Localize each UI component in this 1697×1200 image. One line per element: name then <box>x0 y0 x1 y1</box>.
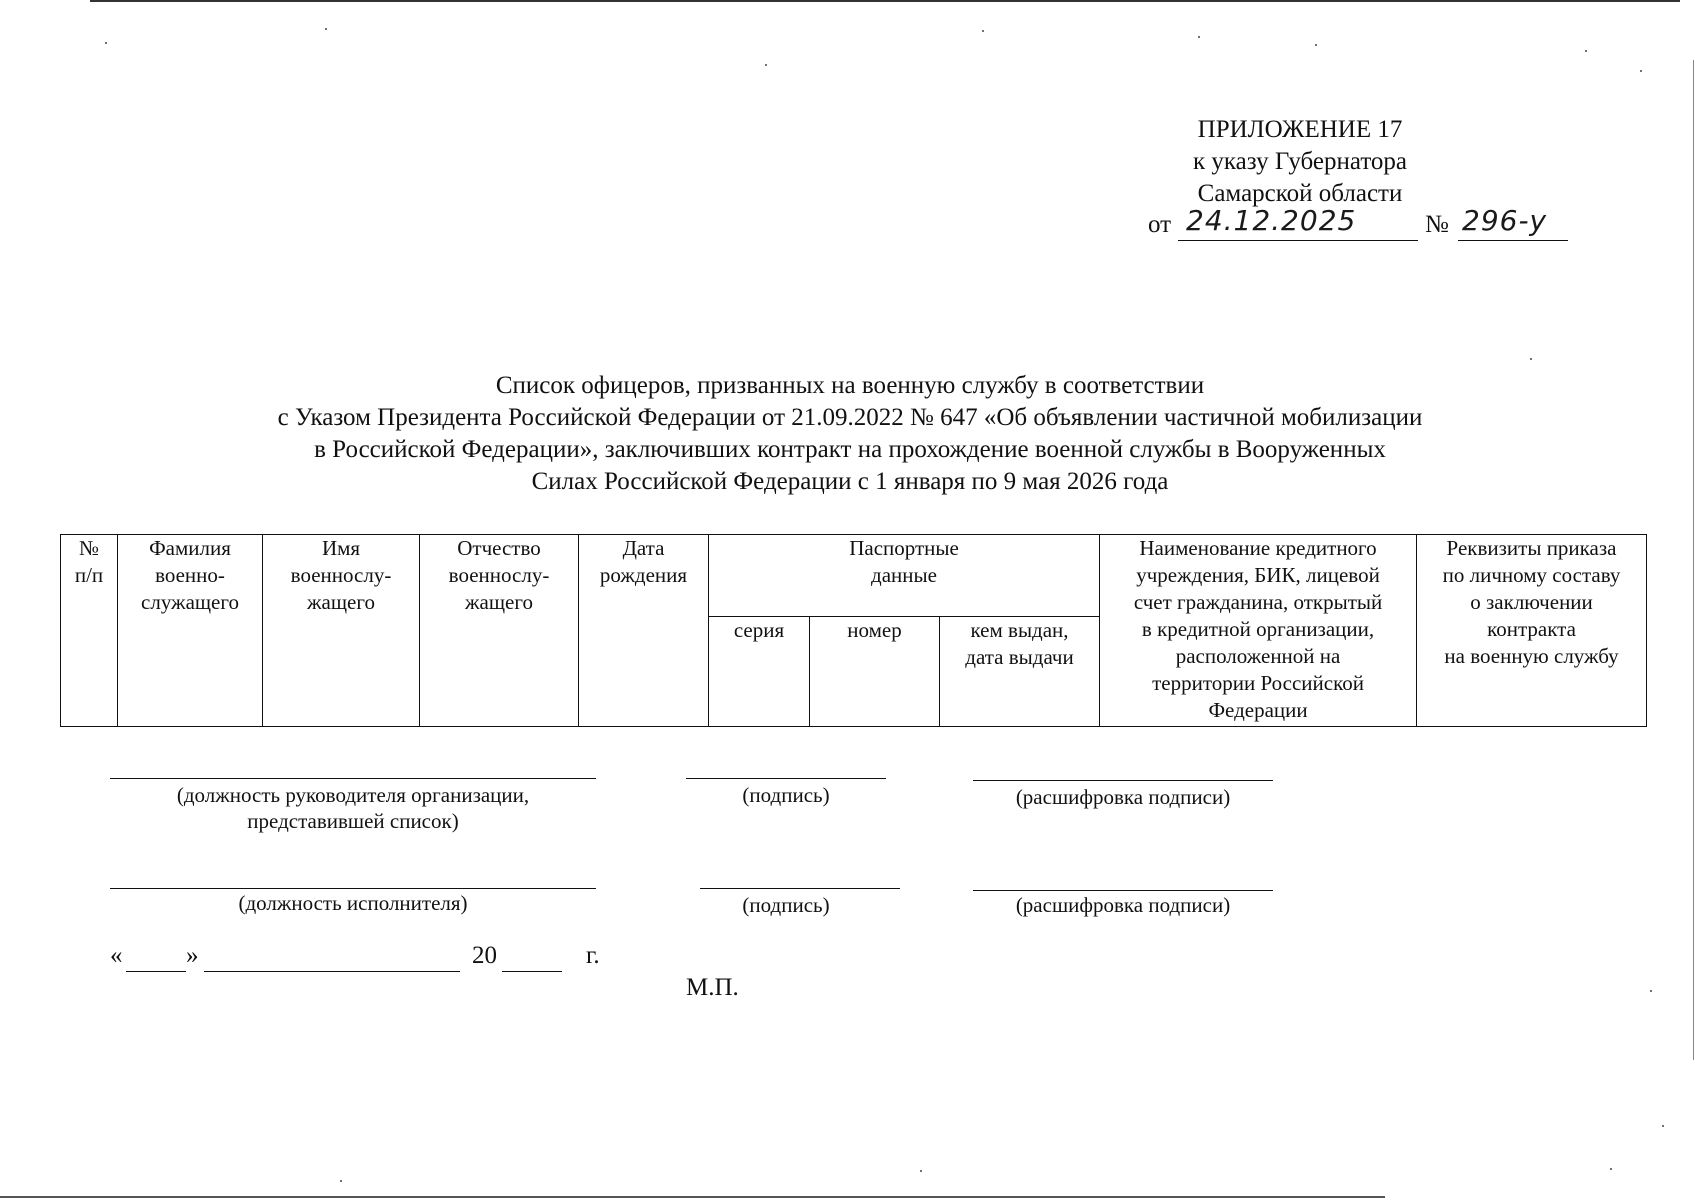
manager-decode-line <box>973 780 1273 781</box>
officers-table <box>60 534 1647 727</box>
scan-speck <box>325 28 327 30</box>
scan-border-right <box>1693 60 1694 1060</box>
title-line-2: с Указом Президента Российской Федерации от 21.09.2022 № 647 «Об объявлении частичной мобилизации <box>277 404 1423 431</box>
header-birth-date: Дата рождения <box>579 535 709 727</box>
header-name: Имя военнослу- жащего <box>263 535 420 727</box>
number-sign: № <box>1425 211 1449 238</box>
header-patronymic: Отчество военнослу- жащего <box>420 535 579 727</box>
scan-speck <box>1530 358 1532 360</box>
date-close-quote: » <box>186 942 199 969</box>
header-passport-issued: кем выдан, дата выдачи <box>940 617 1100 727</box>
stamp-place: М.П. <box>686 974 739 1001</box>
scan-speck <box>105 42 107 44</box>
date-year-suffix: г. <box>586 942 600 969</box>
appendix-from-prefix: от <box>1148 211 1172 238</box>
appendix-line-region: Самарской области <box>1197 180 1403 207</box>
header-order: Реквизиты приказа по личному составу о заключении контракта на военную службу <box>1417 535 1647 727</box>
day-blank <box>126 971 186 972</box>
executor-position-caption: (должность исполнителя) <box>238 891 468 915</box>
executor-signature-line <box>700 888 900 889</box>
scan-speck <box>920 1170 922 1172</box>
executor-decode-caption: (расшифровка подписи) <box>1015 893 1231 917</box>
scan-speck <box>765 64 767 66</box>
title-line-3: в Российской Федерации», заключивших контракт на прохождение военной службы в Вооруженных <box>314 436 1386 463</box>
scan-speck <box>1198 36 1200 38</box>
header-num: № п/п <box>61 535 118 727</box>
header-passport: Паспортные данные <box>709 535 1100 617</box>
handwritten-date: 24.12.2025 <box>1186 204 1357 237</box>
scan-border-bottom <box>0 1196 1385 1198</box>
date-underline <box>1178 240 1418 241</box>
executor-decode-line <box>973 890 1273 891</box>
year-blank <box>502 971 562 972</box>
date-century: 20 <box>472 942 497 969</box>
date-open-quote: « <box>110 942 123 969</box>
scan-border-top <box>90 0 1680 2</box>
title-line-4: Силах Российской Федерации с 1 января по 9 мая 2026 года <box>531 468 1169 495</box>
executor-signature-caption: (подпись) <box>742 893 830 917</box>
header-bank: Наименование кредитного учреждения, БИК, лицевой счет гражданина, открытый в кредитной организации, расположенной на территории Российской Федерации <box>1100 535 1417 727</box>
scan-speck <box>340 1180 342 1182</box>
appendix-line-decree: к указу Губернатора <box>1192 148 1408 175</box>
date-fill-line <box>110 942 630 976</box>
title-line-1: Список офицеров, призванных на военную службу в соответствии <box>495 372 1205 399</box>
handwritten-number: 296-у <box>1462 204 1548 237</box>
scan-speck <box>1585 50 1587 52</box>
scan-speck <box>1640 70 1642 72</box>
appendix-title: ПРИЛОЖЕНИЕ 17 <box>1197 116 1403 143</box>
manager-signature-line <box>686 778 886 779</box>
executor-position-line <box>110 888 596 889</box>
document-title <box>100 370 1600 498</box>
number-underline <box>1458 240 1568 241</box>
month-blank <box>204 971 460 972</box>
scan-speck <box>1662 1125 1664 1127</box>
scan-speck <box>1650 990 1652 992</box>
scan-speck <box>1315 44 1317 46</box>
manager-decode-caption: (расшифровка подписи) <box>1015 785 1231 809</box>
scan-speck <box>982 30 984 32</box>
manager-position-caption: (должность руководителя организации, представившей список) <box>176 783 530 833</box>
appendix-block <box>1130 114 1470 210</box>
manager-position-line <box>110 778 596 779</box>
scan-speck <box>1610 1168 1612 1170</box>
manager-signature-caption: (подпись) <box>742 783 830 807</box>
header-passport-series: серия <box>709 617 810 727</box>
header-surname: Фамилия военно- служащего <box>118 535 263 727</box>
appendix-date-number <box>1148 204 1568 242</box>
header-passport-number: номер <box>810 617 940 727</box>
